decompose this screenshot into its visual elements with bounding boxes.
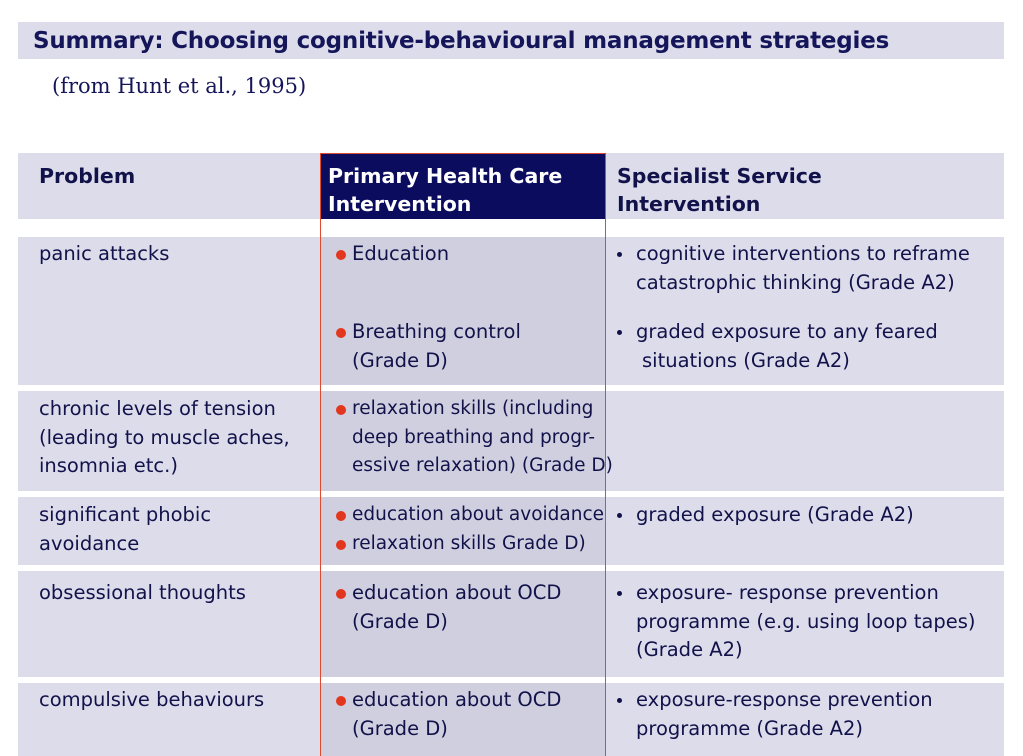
bullet-icon bbox=[336, 328, 346, 338]
primary-line: relaxation skills (including bbox=[352, 398, 594, 419]
bullet-icon bbox=[617, 591, 622, 596]
primary-line: education about avoidance bbox=[352, 504, 605, 525]
problem-line: obsessional thoughts bbox=[39, 581, 246, 604]
citation: (from Hunt et al., 1995) bbox=[52, 74, 307, 98]
primary-item bbox=[328, 501, 604, 530]
primary-line: education about OCD bbox=[352, 688, 562, 711]
bullet-icon bbox=[336, 405, 346, 415]
primary-column-border-left bbox=[320, 153, 321, 756]
specialist-item bbox=[616, 686, 933, 743]
primary-line: (Grade D) bbox=[352, 609, 448, 633]
bullet-icon bbox=[617, 698, 622, 703]
bullet-icon bbox=[617, 252, 622, 257]
specialist-line: (Grade A2) bbox=[636, 638, 743, 661]
header-primary-line1: Primary Health Care bbox=[328, 164, 563, 188]
problem-line: avoidance bbox=[39, 531, 140, 555]
primary-item bbox=[328, 530, 586, 559]
specialist-item bbox=[616, 318, 938, 375]
bullet-icon bbox=[336, 540, 346, 550]
page-title: Summary: Choosing cognitive-behavioural management strategies bbox=[33, 28, 890, 54]
header-primary-line2: Intervention bbox=[328, 192, 472, 216]
header-specialist-line1: Specialist Service bbox=[617, 164, 822, 188]
problem-line: (leading to muscle aches, bbox=[39, 425, 290, 449]
specialist-item bbox=[616, 240, 970, 297]
problem-chronic-tension bbox=[39, 395, 290, 481]
problem-line: insomnia etc.) bbox=[39, 454, 178, 477]
primary-item bbox=[328, 318, 521, 375]
problem-line: compulsive behaviours bbox=[39, 688, 265, 711]
header-specialist-line2: Intervention bbox=[617, 192, 761, 216]
bullet-icon bbox=[336, 696, 346, 706]
primary-line: (Grade D) bbox=[352, 348, 448, 372]
bullet-icon bbox=[617, 513, 622, 518]
specialist-line: situations (Grade A2) bbox=[642, 348, 850, 372]
specialist-line: programme (e.g. using loop tapes) bbox=[636, 609, 976, 633]
header-problem: Problem bbox=[39, 164, 136, 188]
primary-column-border-top bbox=[320, 153, 606, 154]
primary-line: Breathing control bbox=[352, 320, 521, 343]
primary-item bbox=[328, 240, 449, 269]
specialist-line: cognitive interventions to reframe bbox=[636, 242, 970, 265]
primary-item bbox=[328, 686, 561, 743]
primary-line: (Grade D) bbox=[352, 716, 448, 740]
problem-line: panic attacks bbox=[39, 242, 170, 265]
header-specialist bbox=[617, 162, 822, 218]
specialist-item bbox=[616, 501, 914, 530]
specialist-line: catastrophic thinking (Grade A2) bbox=[636, 270, 955, 294]
problem-phobic-avoidance bbox=[39, 501, 211, 558]
problem-panic-attacks bbox=[39, 240, 169, 269]
problem-compulsive-behaviours bbox=[39, 686, 264, 715]
header-primary bbox=[328, 162, 562, 218]
specialist-line: programme (Grade A2) bbox=[636, 716, 864, 740]
specialist-item bbox=[616, 579, 975, 665]
bullet-icon bbox=[336, 511, 346, 521]
primary-line: education about OCD bbox=[352, 581, 562, 604]
problem-line: chronic levels of tension bbox=[39, 397, 276, 420]
bullet-icon bbox=[617, 330, 622, 335]
problem-obsessional-thoughts bbox=[39, 579, 246, 608]
primary-item bbox=[328, 579, 561, 636]
specialist-line: exposure- response prevention bbox=[636, 581, 939, 604]
specialist-line: graded exposure to any feared bbox=[636, 320, 938, 343]
problem-line: significant phobic bbox=[39, 503, 212, 526]
primary-line: relaxation skills Grade D) bbox=[352, 533, 586, 554]
primary-line: essive relaxation) (Grade D) bbox=[352, 455, 613, 476]
primary-line: deep breathing and progr- bbox=[352, 426, 596, 448]
specialist-line: exposure-response prevention bbox=[636, 688, 933, 711]
bullet-icon bbox=[336, 250, 346, 260]
bullet-icon bbox=[336, 589, 346, 599]
specialist-line: graded exposure (Grade A2) bbox=[636, 503, 914, 526]
primary-item bbox=[328, 395, 613, 481]
primary-line: Education bbox=[352, 242, 450, 265]
